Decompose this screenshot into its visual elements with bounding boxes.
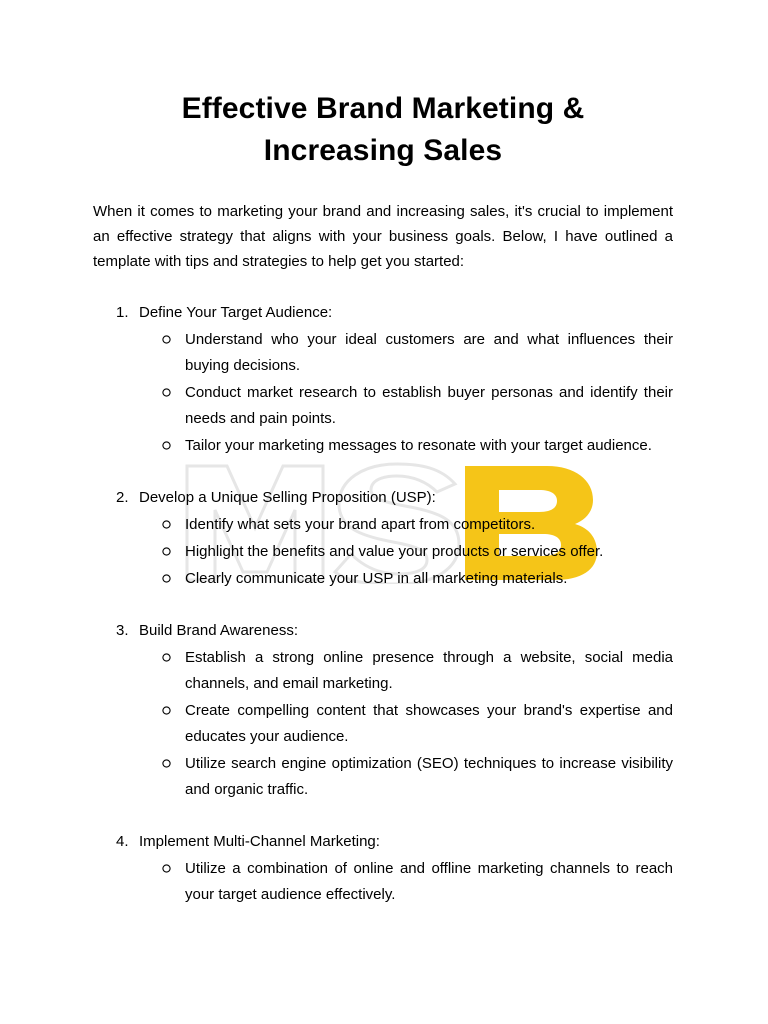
bullet-item xyxy=(93,751,673,803)
bullet-text: Clearly communicate your USP in all marketing materials. xyxy=(185,570,568,587)
hollow-circle-bullet-icon xyxy=(93,566,185,592)
section-item xyxy=(93,618,673,803)
bullet-text: Establish a strong online presence through a website, social media channels, and email marketing. xyxy=(185,649,673,692)
section-item xyxy=(93,829,673,908)
bullet-item xyxy=(93,698,673,750)
bullet-item xyxy=(93,566,673,592)
bullet-text: Utilize a combination of online and offline marketing channels to reach your target audience effectively. xyxy=(185,860,673,903)
document-body xyxy=(93,88,673,934)
bullet-text: Understand who your ideal customers are and what influences their buying decisions. xyxy=(185,331,673,374)
section-number: 4. xyxy=(116,833,129,850)
bullet-item xyxy=(93,512,673,538)
section-item xyxy=(93,300,673,459)
bullet-text: Utilize search engine optimization (SEO) techniques to increase visibility and organic traffic. xyxy=(185,755,673,798)
document-title xyxy=(93,88,673,172)
bullet-text: Conduct market research to establish buyer personas and identify their needs and pain points. xyxy=(185,384,673,427)
section-heading-text: Define Your Target Audience: xyxy=(139,304,333,321)
hollow-circle-bullet-icon xyxy=(93,751,185,803)
bullet-item xyxy=(93,645,673,697)
section-heading xyxy=(93,618,673,643)
section-number: 2. xyxy=(116,489,129,506)
bullet-item xyxy=(93,856,673,908)
intro-paragraph: When it comes to marketing your brand and increasing sales, it's crucial to implement an effective strategy that aligns with your business goals. Below, I have outlined a template with tips and strategies to help get you started: xyxy=(93,203,673,270)
hollow-circle-bullet-icon xyxy=(93,539,185,565)
section-number: 3. xyxy=(116,622,129,639)
section-heading-text: Implement Multi-Channel Marketing: xyxy=(139,833,380,850)
bullet-text: Identify what sets your brand apart from competitors. xyxy=(185,516,536,533)
bullet-text: Tailor your marketing messages to resonate with your target audience. xyxy=(185,437,652,454)
hollow-circle-bullet-icon xyxy=(93,856,185,908)
bullet-list xyxy=(93,327,673,459)
section-heading xyxy=(93,485,673,510)
bullet-item xyxy=(93,380,673,432)
hollow-circle-bullet-icon xyxy=(93,380,185,432)
section-list xyxy=(93,300,673,908)
bullet-item xyxy=(93,327,673,379)
bullet-item xyxy=(93,539,673,565)
hollow-circle-bullet-icon xyxy=(93,645,185,697)
bullet-text: Create compelling content that showcases your brand's expertise and educates your audience. xyxy=(185,702,673,745)
hollow-circle-bullet-icon xyxy=(93,327,185,379)
section-heading-text: Develop a Unique Selling Proposition (USP): xyxy=(139,489,436,506)
bullet-list xyxy=(93,856,673,908)
bullet-list xyxy=(93,512,673,592)
section-item xyxy=(93,485,673,592)
hollow-circle-bullet-icon xyxy=(93,512,185,538)
bullet-list xyxy=(93,645,673,803)
section-heading xyxy=(93,300,673,325)
section-heading xyxy=(93,829,673,854)
hollow-circle-bullet-icon xyxy=(93,698,185,750)
title-line-2: Increasing Sales xyxy=(263,134,503,167)
section-heading-text: Build Brand Awareness: xyxy=(139,622,298,639)
bullet-text: Highlight the benefits and value your products or services offer. xyxy=(185,543,604,560)
section-number: 1. xyxy=(116,304,129,321)
title-line-1: Effective Brand Marketing & xyxy=(181,92,585,125)
hollow-circle-bullet-icon xyxy=(93,433,185,459)
bullet-item xyxy=(93,433,673,459)
